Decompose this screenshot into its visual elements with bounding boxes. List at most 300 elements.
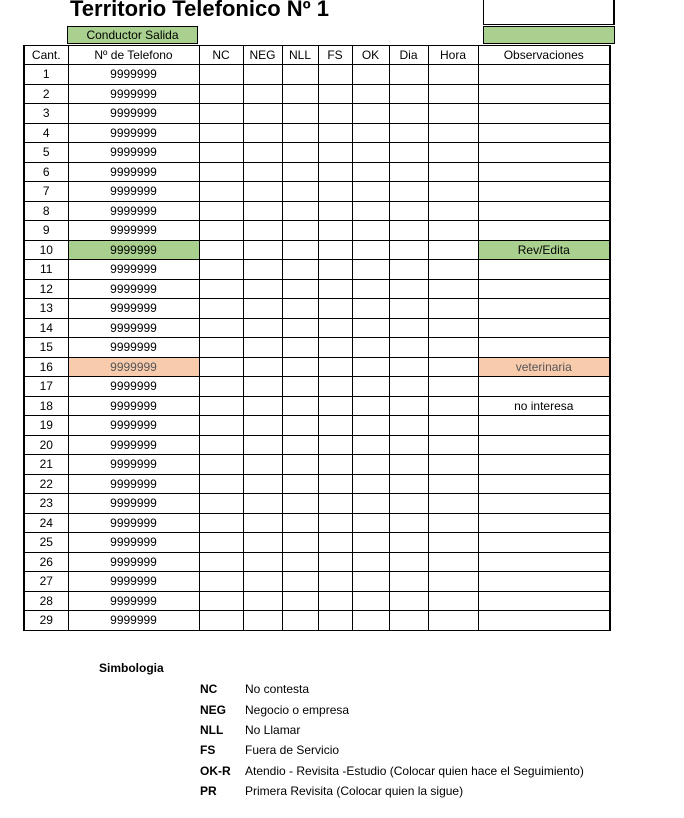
- row-number-cell[interactable]: 17: [24, 377, 68, 397]
- status-cell[interactable]: [389, 318, 428, 338]
- status-cell[interactable]: [318, 279, 352, 299]
- status-cell[interactable]: [352, 435, 389, 455]
- status-cell[interactable]: [282, 435, 318, 455]
- row-number-cell[interactable]: 14: [24, 318, 68, 338]
- status-cell[interactable]: [282, 201, 318, 221]
- status-cell[interactable]: [389, 143, 428, 163]
- status-cell[interactable]: [428, 123, 478, 143]
- observaciones-cell[interactable]: [478, 182, 610, 202]
- status-cell[interactable]: [199, 182, 243, 202]
- phone-cell[interactable]: 9999999: [68, 123, 199, 143]
- row-number-cell[interactable]: 29: [24, 611, 68, 631]
- observaciones-cell[interactable]: [478, 65, 610, 85]
- status-cell[interactable]: [428, 240, 478, 260]
- phone-cell[interactable]: 9999999: [68, 513, 199, 533]
- phone-cell[interactable]: 9999999: [68, 494, 199, 514]
- status-cell[interactable]: [352, 455, 389, 475]
- phone-cell[interactable]: 9999999: [68, 455, 199, 475]
- observaciones-cell[interactable]: [478, 591, 610, 611]
- status-cell[interactable]: [243, 182, 282, 202]
- status-cell[interactable]: [243, 513, 282, 533]
- status-cell[interactable]: [282, 279, 318, 299]
- status-cell[interactable]: [243, 552, 282, 572]
- observaciones-cell[interactable]: [478, 221, 610, 241]
- status-cell[interactable]: [389, 221, 428, 241]
- row-number-cell[interactable]: 4: [24, 123, 68, 143]
- status-cell[interactable]: [243, 494, 282, 514]
- status-cell[interactable]: [243, 474, 282, 494]
- status-cell[interactable]: [352, 572, 389, 592]
- status-cell[interactable]: [352, 221, 389, 241]
- row-number-cell[interactable]: 3: [24, 104, 68, 124]
- row-number-cell[interactable]: 10: [24, 240, 68, 260]
- phone-cell[interactable]: 9999999: [68, 65, 199, 85]
- observaciones-header-fill[interactable]: [483, 26, 615, 44]
- status-cell[interactable]: [282, 65, 318, 85]
- observaciones-cell[interactable]: [478, 611, 610, 631]
- status-cell[interactable]: [389, 104, 428, 124]
- status-cell[interactable]: [352, 416, 389, 436]
- status-cell[interactable]: [318, 318, 352, 338]
- status-cell[interactable]: [318, 162, 352, 182]
- status-cell[interactable]: [243, 104, 282, 124]
- column-header: NC: [199, 46, 243, 65]
- header-empty-box[interactable]: [483, 0, 615, 25]
- status-cell[interactable]: [428, 143, 478, 163]
- row-number-cell[interactable]: 13: [24, 299, 68, 319]
- observaciones-cell[interactable]: no interesa: [478, 396, 610, 416]
- status-cell[interactable]: [199, 416, 243, 436]
- status-cell[interactable]: [428, 416, 478, 436]
- status-cell[interactable]: [318, 513, 352, 533]
- legend-code: NLL: [200, 723, 224, 737]
- status-cell[interactable]: [428, 396, 478, 416]
- status-cell[interactable]: [352, 318, 389, 338]
- status-cell[interactable]: [352, 377, 389, 397]
- status-cell[interactable]: [282, 221, 318, 241]
- status-cell[interactable]: [199, 377, 243, 397]
- status-cell[interactable]: [352, 201, 389, 221]
- status-cell[interactable]: [243, 357, 282, 377]
- status-cell[interactable]: [352, 279, 389, 299]
- phone-cell[interactable]: 9999999: [68, 611, 199, 631]
- phone-cell[interactable]: 9999999: [68, 299, 199, 319]
- status-cell[interactable]: [282, 494, 318, 514]
- status-cell[interactable]: [318, 435, 352, 455]
- status-cell[interactable]: [282, 299, 318, 319]
- status-cell[interactable]: [318, 299, 352, 319]
- table-row: [24, 357, 610, 377]
- row-number-cell[interactable]: 25: [24, 533, 68, 553]
- status-cell[interactable]: [389, 572, 428, 592]
- status-cell[interactable]: [199, 572, 243, 592]
- status-cell[interactable]: [199, 240, 243, 260]
- row-number-cell[interactable]: 16: [24, 357, 68, 377]
- status-cell[interactable]: [243, 123, 282, 143]
- row-number-cell[interactable]: 26: [24, 552, 68, 572]
- status-cell[interactable]: [282, 591, 318, 611]
- status-cell[interactable]: [428, 299, 478, 319]
- status-cell[interactable]: [352, 552, 389, 572]
- status-cell[interactable]: [199, 396, 243, 416]
- status-cell[interactable]: [389, 377, 428, 397]
- legend-title: Simbologia: [99, 661, 164, 675]
- status-cell[interactable]: [318, 338, 352, 358]
- status-cell[interactable]: [352, 162, 389, 182]
- status-cell[interactable]: [282, 396, 318, 416]
- observaciones-cell[interactable]: [478, 143, 610, 163]
- status-cell[interactable]: [282, 377, 318, 397]
- status-cell[interactable]: [352, 143, 389, 163]
- status-cell[interactable]: [389, 84, 428, 104]
- row-number-cell[interactable]: 24: [24, 513, 68, 533]
- row-number-cell[interactable]: 21: [24, 455, 68, 475]
- status-cell[interactable]: [428, 513, 478, 533]
- status-cell[interactable]: [243, 591, 282, 611]
- status-cell[interactable]: [428, 201, 478, 221]
- status-cell[interactable]: [352, 533, 389, 553]
- status-cell[interactable]: [428, 455, 478, 475]
- status-cell[interactable]: [282, 123, 318, 143]
- phone-cell[interactable]: 9999999: [68, 474, 199, 494]
- status-cell[interactable]: [199, 591, 243, 611]
- status-cell[interactable]: [243, 435, 282, 455]
- status-cell[interactable]: [199, 611, 243, 631]
- status-cell[interactable]: [243, 65, 282, 85]
- status-cell[interactable]: [199, 162, 243, 182]
- phone-cell[interactable]: 9999999: [68, 240, 199, 260]
- status-cell[interactable]: [389, 611, 428, 631]
- phone-cell[interactable]: 9999999: [68, 104, 199, 124]
- status-cell[interactable]: [199, 299, 243, 319]
- status-cell[interactable]: [318, 455, 352, 475]
- status-cell[interactable]: [199, 474, 243, 494]
- status-cell[interactable]: [352, 513, 389, 533]
- status-cell[interactable]: [389, 416, 428, 436]
- row-number-cell[interactable]: 2: [24, 84, 68, 104]
- status-cell[interactable]: [352, 182, 389, 202]
- observaciones-cell[interactable]: [478, 201, 610, 221]
- status-cell[interactable]: [428, 221, 478, 241]
- status-cell[interactable]: [318, 260, 352, 280]
- status-cell[interactable]: [318, 396, 352, 416]
- phone-cell[interactable]: 9999999: [68, 396, 199, 416]
- status-cell[interactable]: [318, 377, 352, 397]
- status-cell[interactable]: [389, 65, 428, 85]
- status-cell[interactable]: [318, 65, 352, 85]
- status-cell[interactable]: [199, 338, 243, 358]
- status-cell[interactable]: [389, 162, 428, 182]
- status-cell[interactable]: [389, 455, 428, 475]
- status-cell[interactable]: [243, 221, 282, 241]
- status-cell[interactable]: [389, 474, 428, 494]
- status-cell[interactable]: [352, 396, 389, 416]
- status-cell[interactable]: [318, 104, 352, 124]
- observaciones-cell[interactable]: [478, 104, 610, 124]
- status-cell[interactable]: [243, 201, 282, 221]
- status-cell[interactable]: [282, 338, 318, 358]
- status-cell[interactable]: [243, 279, 282, 299]
- row-number-cell[interactable]: 22: [24, 474, 68, 494]
- observaciones-cell[interactable]: [478, 494, 610, 514]
- status-cell[interactable]: [318, 84, 352, 104]
- status-cell[interactable]: [389, 552, 428, 572]
- observaciones-cell[interactable]: [478, 513, 610, 533]
- status-cell[interactable]: [389, 357, 428, 377]
- status-cell[interactable]: [352, 299, 389, 319]
- observaciones-cell[interactable]: [478, 533, 610, 553]
- status-cell[interactable]: [318, 552, 352, 572]
- status-cell[interactable]: [352, 104, 389, 124]
- status-cell[interactable]: [243, 533, 282, 553]
- status-cell[interactable]: [282, 162, 318, 182]
- status-cell[interactable]: [318, 474, 352, 494]
- status-cell[interactable]: [282, 318, 318, 338]
- status-cell[interactable]: [243, 260, 282, 280]
- row-number-cell[interactable]: 18: [24, 396, 68, 416]
- status-cell[interactable]: [389, 182, 428, 202]
- observaciones-cell[interactable]: [478, 123, 610, 143]
- status-cell[interactable]: [243, 338, 282, 358]
- observaciones-cell[interactable]: [478, 279, 610, 299]
- status-cell[interactable]: [389, 591, 428, 611]
- status-cell[interactable]: [389, 396, 428, 416]
- status-cell[interactable]: [389, 240, 428, 260]
- status-cell[interactable]: [199, 221, 243, 241]
- status-cell[interactable]: [318, 591, 352, 611]
- status-cell[interactable]: [428, 318, 478, 338]
- row-number-cell[interactable]: 5: [24, 143, 68, 163]
- row-number-cell[interactable]: 20: [24, 435, 68, 455]
- phone-cell[interactable]: 9999999: [68, 221, 199, 241]
- status-cell[interactable]: [199, 104, 243, 124]
- row-number-cell[interactable]: 8: [24, 201, 68, 221]
- status-cell[interactable]: [243, 377, 282, 397]
- row-number-cell[interactable]: 9: [24, 221, 68, 241]
- observaciones-cell[interactable]: [478, 552, 610, 572]
- observaciones-cell[interactable]: [478, 162, 610, 182]
- status-cell[interactable]: [282, 552, 318, 572]
- status-cell[interactable]: [243, 611, 282, 631]
- row-number-cell[interactable]: 27: [24, 572, 68, 592]
- status-cell[interactable]: [318, 494, 352, 514]
- status-cell[interactable]: [199, 84, 243, 104]
- status-cell[interactable]: [199, 279, 243, 299]
- status-cell[interactable]: [428, 279, 478, 299]
- phone-cell[interactable]: 9999999: [68, 591, 199, 611]
- status-cell[interactable]: [199, 513, 243, 533]
- observaciones-cell[interactable]: [478, 416, 610, 436]
- status-cell[interactable]: [428, 338, 478, 358]
- status-cell[interactable]: [199, 260, 243, 280]
- status-cell[interactable]: [282, 260, 318, 280]
- row-number-cell[interactable]: 19: [24, 416, 68, 436]
- observaciones-cell[interactable]: [478, 435, 610, 455]
- observaciones-cell[interactable]: veterinaria: [478, 357, 610, 377]
- status-cell[interactable]: [428, 104, 478, 124]
- status-cell[interactable]: [243, 318, 282, 338]
- observaciones-cell[interactable]: [478, 84, 610, 104]
- phone-cell[interactable]: 9999999: [68, 143, 199, 163]
- status-cell[interactable]: [199, 143, 243, 163]
- status-cell[interactable]: [428, 474, 478, 494]
- status-cell[interactable]: [282, 611, 318, 631]
- status-cell[interactable]: [282, 474, 318, 494]
- status-cell[interactable]: [428, 572, 478, 592]
- row-number-cell[interactable]: 7: [24, 182, 68, 202]
- status-cell[interactable]: [352, 611, 389, 631]
- legend-code: PR: [200, 784, 217, 798]
- phone-cell[interactable]: 9999999: [68, 552, 199, 572]
- phone-cell[interactable]: 9999999: [68, 279, 199, 299]
- phone-cell[interactable]: 9999999: [68, 377, 199, 397]
- status-cell[interactable]: [243, 143, 282, 163]
- status-cell[interactable]: [318, 123, 352, 143]
- status-cell[interactable]: [282, 572, 318, 592]
- status-cell[interactable]: [389, 299, 428, 319]
- status-cell[interactable]: [243, 416, 282, 436]
- status-cell[interactable]: [243, 572, 282, 592]
- status-cell[interactable]: [282, 182, 318, 202]
- row-number-cell[interactable]: 23: [24, 494, 68, 514]
- column-header: NLL: [282, 46, 318, 65]
- status-cell[interactable]: [282, 357, 318, 377]
- observaciones-cell[interactable]: [478, 377, 610, 397]
- status-cell[interactable]: [389, 494, 428, 514]
- observaciones-cell[interactable]: [478, 474, 610, 494]
- status-cell[interactable]: [282, 84, 318, 104]
- status-cell[interactable]: [318, 201, 352, 221]
- status-cell[interactable]: [428, 260, 478, 280]
- status-cell[interactable]: [352, 240, 389, 260]
- status-cell[interactable]: [282, 143, 318, 163]
- status-cell[interactable]: [389, 513, 428, 533]
- status-cell[interactable]: [199, 533, 243, 553]
- status-cell[interactable]: [243, 240, 282, 260]
- status-cell[interactable]: [318, 533, 352, 553]
- observaciones-cell[interactable]: [478, 299, 610, 319]
- status-cell[interactable]: [352, 474, 389, 494]
- status-cell[interactable]: [282, 416, 318, 436]
- status-cell[interactable]: [199, 494, 243, 514]
- status-cell[interactable]: [318, 221, 352, 241]
- status-cell[interactable]: [428, 611, 478, 631]
- observaciones-cell[interactable]: [478, 455, 610, 475]
- status-cell[interactable]: [389, 201, 428, 221]
- status-cell[interactable]: [352, 357, 389, 377]
- status-cell[interactable]: [352, 123, 389, 143]
- status-cell[interactable]: [428, 357, 478, 377]
- status-cell[interactable]: [318, 611, 352, 631]
- status-cell[interactable]: [428, 182, 478, 202]
- status-cell[interactable]: [199, 552, 243, 572]
- status-cell[interactable]: [243, 455, 282, 475]
- status-cell[interactable]: [428, 435, 478, 455]
- status-cell[interactable]: [389, 338, 428, 358]
- status-cell[interactable]: [428, 533, 478, 553]
- phone-cell[interactable]: 9999999: [68, 533, 199, 553]
- status-cell[interactable]: [282, 240, 318, 260]
- status-cell[interactable]: [199, 65, 243, 85]
- status-cell[interactable]: [199, 357, 243, 377]
- status-cell[interactable]: [243, 299, 282, 319]
- status-cell[interactable]: [199, 435, 243, 455]
- observaciones-cell[interactable]: [478, 318, 610, 338]
- status-cell[interactable]: [243, 84, 282, 104]
- status-cell[interactable]: [428, 84, 478, 104]
- status-cell[interactable]: [282, 455, 318, 475]
- row-number-cell[interactable]: 28: [24, 591, 68, 611]
- status-cell[interactable]: [352, 494, 389, 514]
- status-cell[interactable]: [389, 260, 428, 280]
- row-number-cell[interactable]: 6: [24, 162, 68, 182]
- status-cell[interactable]: [243, 162, 282, 182]
- status-cell[interactable]: [428, 591, 478, 611]
- phone-cell[interactable]: 9999999: [68, 182, 199, 202]
- status-cell[interactable]: [389, 533, 428, 553]
- observaciones-cell[interactable]: [478, 260, 610, 280]
- status-cell[interactable]: [318, 240, 352, 260]
- observaciones-cell[interactable]: Rev/Edita: [478, 240, 610, 260]
- status-cell[interactable]: [352, 65, 389, 85]
- status-cell[interactable]: [199, 201, 243, 221]
- status-cell[interactable]: [352, 84, 389, 104]
- phone-cell[interactable]: 9999999: [68, 435, 199, 455]
- status-cell[interactable]: [243, 396, 282, 416]
- observaciones-cell[interactable]: [478, 572, 610, 592]
- observaciones-cell[interactable]: [478, 338, 610, 358]
- phone-cell[interactable]: 9999999: [68, 572, 199, 592]
- status-cell[interactable]: [428, 162, 478, 182]
- phone-cell[interactable]: 9999999: [68, 318, 199, 338]
- status-cell[interactable]: [282, 513, 318, 533]
- status-cell[interactable]: [318, 572, 352, 592]
- phone-cell[interactable]: 9999999: [68, 338, 199, 358]
- phone-cell[interactable]: 9999999: [68, 357, 199, 377]
- phone-cell[interactable]: 9999999: [68, 201, 199, 221]
- status-cell[interactable]: [389, 435, 428, 455]
- phone-cell[interactable]: 9999999: [68, 162, 199, 182]
- status-cell[interactable]: [282, 104, 318, 124]
- phone-cell[interactable]: 9999999: [68, 260, 199, 280]
- status-cell[interactable]: [389, 123, 428, 143]
- status-cell[interactable]: [428, 552, 478, 572]
- status-cell[interactable]: [352, 591, 389, 611]
- status-cell[interactable]: [428, 65, 478, 85]
- status-cell[interactable]: [282, 533, 318, 553]
- status-cell[interactable]: [199, 123, 243, 143]
- row-number-cell[interactable]: 12: [24, 279, 68, 299]
- row-number-cell[interactable]: 1: [24, 65, 68, 85]
- status-cell[interactable]: [428, 494, 478, 514]
- status-cell[interactable]: [318, 416, 352, 436]
- status-cell[interactable]: [389, 279, 428, 299]
- status-cell[interactable]: [318, 357, 352, 377]
- row-number-cell[interactable]: 15: [24, 338, 68, 358]
- status-cell[interactable]: [428, 377, 478, 397]
- status-cell[interactable]: [352, 338, 389, 358]
- status-cell[interactable]: [199, 455, 243, 475]
- row-number-cell[interactable]: 11: [24, 260, 68, 280]
- status-cell[interactable]: [352, 260, 389, 280]
- table-row: [24, 143, 610, 163]
- status-cell[interactable]: [199, 318, 243, 338]
- phone-cell[interactable]: 9999999: [68, 416, 199, 436]
- phone-cell[interactable]: 9999999: [68, 84, 199, 104]
- status-cell[interactable]: [318, 182, 352, 202]
- conductor-salida-label: Conductor Salida: [67, 26, 198, 44]
- status-cell[interactable]: [318, 143, 352, 163]
